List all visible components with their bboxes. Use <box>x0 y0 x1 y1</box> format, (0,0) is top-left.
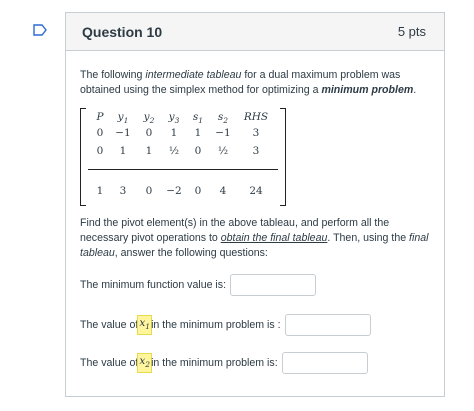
x2-value-input[interactable] <box>282 352 368 374</box>
cell: 3 <box>119 185 127 197</box>
cell: 0 <box>194 185 202 197</box>
instructions-text <box>80 216 430 261</box>
header-y1: $y_1$ <box>117 111 129 126</box>
cell: 0 <box>194 145 202 157</box>
x2-label-before: The value of <box>80 356 139 369</box>
question-card <box>65 12 445 397</box>
cell: 1 <box>170 127 178 139</box>
instructions-emphasis-final: obtain the final tableau <box>220 232 328 244</box>
header-p: P <box>96 111 104 123</box>
x2-value-row <box>80 352 430 374</box>
header-y3: $y_3$ <box>168 111 180 126</box>
cell: 24 <box>249 185 263 197</box>
cell: 3 <box>252 145 260 157</box>
question-body <box>66 51 444 374</box>
x2-var-letter: x <box>139 354 146 367</box>
cell: 0 <box>96 127 104 139</box>
cell: −1 <box>215 127 231 139</box>
tableau-divider-line <box>88 169 278 170</box>
x2-var-subscript: 2 <box>145 360 151 370</box>
tableau-right-bracket <box>280 108 286 206</box>
cell: 1 <box>119 145 127 157</box>
min-value-row <box>80 274 430 296</box>
cell: 0 <box>145 127 153 139</box>
cell: 4 <box>219 185 227 197</box>
cell: −1 <box>115 127 131 139</box>
bookmark-flag-icon[interactable] <box>33 24 47 36</box>
intro-text-2: for a dual maximum problem was obtained using the simplex method for optimizing a <box>80 69 401 96</box>
x1-label-before: The value of <box>80 318 139 331</box>
question-intro <box>80 68 430 98</box>
header-s1: $s_1$ <box>192 111 204 126</box>
cell: 3 <box>252 127 260 139</box>
cell: 1 <box>96 185 104 197</box>
header-rhs: RHS <box>243 111 269 123</box>
x1-var-subscript: 1 <box>145 322 151 332</box>
cell: 1 <box>145 145 153 157</box>
x1-var-letter: x <box>139 316 146 329</box>
x2-variable <box>138 354 151 372</box>
instructions-text-2: . Then, using the <box>327 232 410 244</box>
intro-text-3: . <box>413 84 417 96</box>
cell: 0 <box>96 145 104 157</box>
instructions-text-1: Find the pivot element(s) in the above tableau, and perform all the necessary pivot operations to <box>80 217 390 244</box>
cell: 1 <box>194 127 202 139</box>
intro-text-1: The following <box>80 69 146 81</box>
instructions-text-3: , answer the following questions: <box>114 247 268 259</box>
header-y2: $y_2$ <box>143 111 155 126</box>
cell: ½ <box>217 145 229 157</box>
instructions-emphasis-final-tableau: final tableau <box>80 232 429 259</box>
intro-emphasis-tableau: intermediate tableau <box>145 69 242 81</box>
cell: 0 <box>145 185 153 197</box>
x1-value-row <box>80 314 430 336</box>
tableau-row-1 <box>90 126 276 141</box>
intro-emphasis-minimum: minimum problem <box>321 84 414 96</box>
simplex-tableau <box>80 106 286 206</box>
min-value-input[interactable] <box>230 274 316 296</box>
min-value-label: The minimum function value is: <box>80 278 227 291</box>
header-s2: $s_2$ <box>217 111 229 126</box>
x1-value-input[interactable] <box>285 314 371 336</box>
tableau-left-bracket <box>80 108 86 206</box>
tableau-objective-row <box>90 184 276 199</box>
x1-label-after: in the minimum problem is : <box>151 318 281 331</box>
tableau-row-2 <box>90 144 276 159</box>
x2-label-after: in the minimum problem is: <box>151 356 278 369</box>
cell: ½ <box>168 145 180 157</box>
cell: −2 <box>166 185 182 197</box>
question-points: 5 pts <box>397 24 426 39</box>
x1-variable <box>138 316 151 334</box>
question-title: Question 10 <box>82 23 163 40</box>
question-header <box>66 13 444 51</box>
